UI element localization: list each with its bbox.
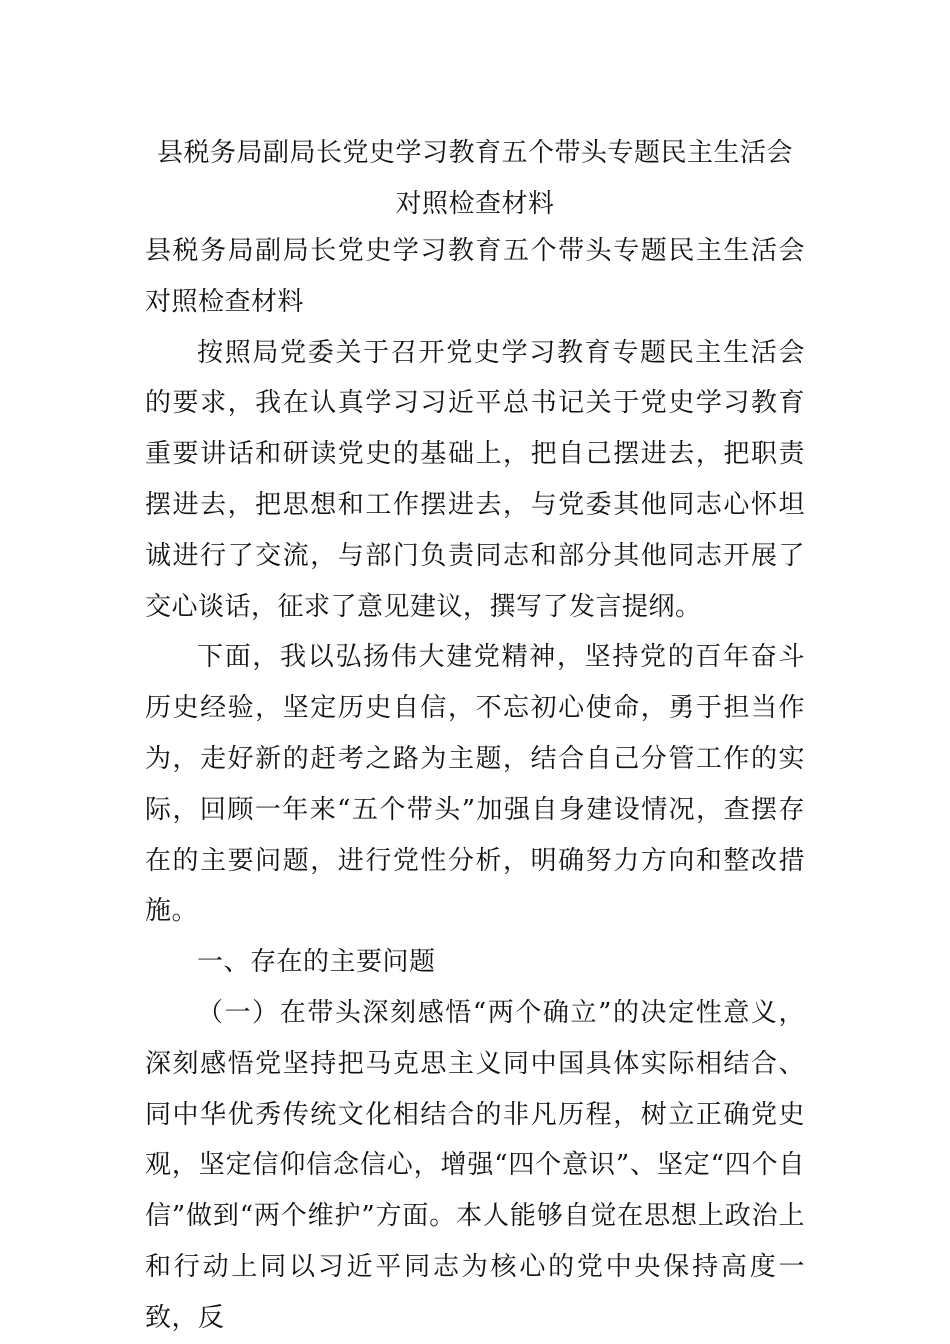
paragraph-intro: 按照局党委关于召开党史学习教育专题民主生活会的要求，我在认真学习习近平总书记关于党史学习教育重要讲话和研读党史的基础上，把自己摆进去，把职责摆进去，把思想和工作摆进去，与党委其他同志心怀坦诚进行了交流，与部门负责同志和部分其他同志开展了交心谈话，征求了意见建议，撰写了发言提纲。 <box>145 337 805 622</box>
document-body <box>145 226 805 1344</box>
paragraph-problem-one: （一）在带头深刻感悟“两个确立”的决定性意义，深刻感悟党坚持把马克思主义同中国具体实际相结合、同中华优秀传统文化相结合的非凡历程，树立正确党史观，坚定信仰信念信心，增强“四个意识”、坚定“四个自信”做到“两个维护”方面。本人能够自觉在思想上政治上和行动上同以习近平同志为核心的党中央保持高度一致，反 <box>145 997 805 1333</box>
section-heading-main-problems: 一、存在的主要问题 <box>197 947 436 978</box>
document-title: 县税务局副局长党史学习教育五个带头专题民主生活会对照检查材料 <box>156 138 793 219</box>
document-subtitle: 县税务局副局长党史学习教育五个带头专题民主生活会对照检查材料 <box>145 236 805 317</box>
paragraph-theme: 下面，我以弘扬伟大建党精神，坚持党的百年奋斗历史经验，坚定历史自信，不忘初心使命，勇于担当作为，走好新的赶考之路为主题，结合自己分管工作的实际，回顾一年来“五个带头”加强自身建设情况，查摆存在的主要问题，进行党性分析，明确努力方向和整改措施。 <box>145 642 805 927</box>
